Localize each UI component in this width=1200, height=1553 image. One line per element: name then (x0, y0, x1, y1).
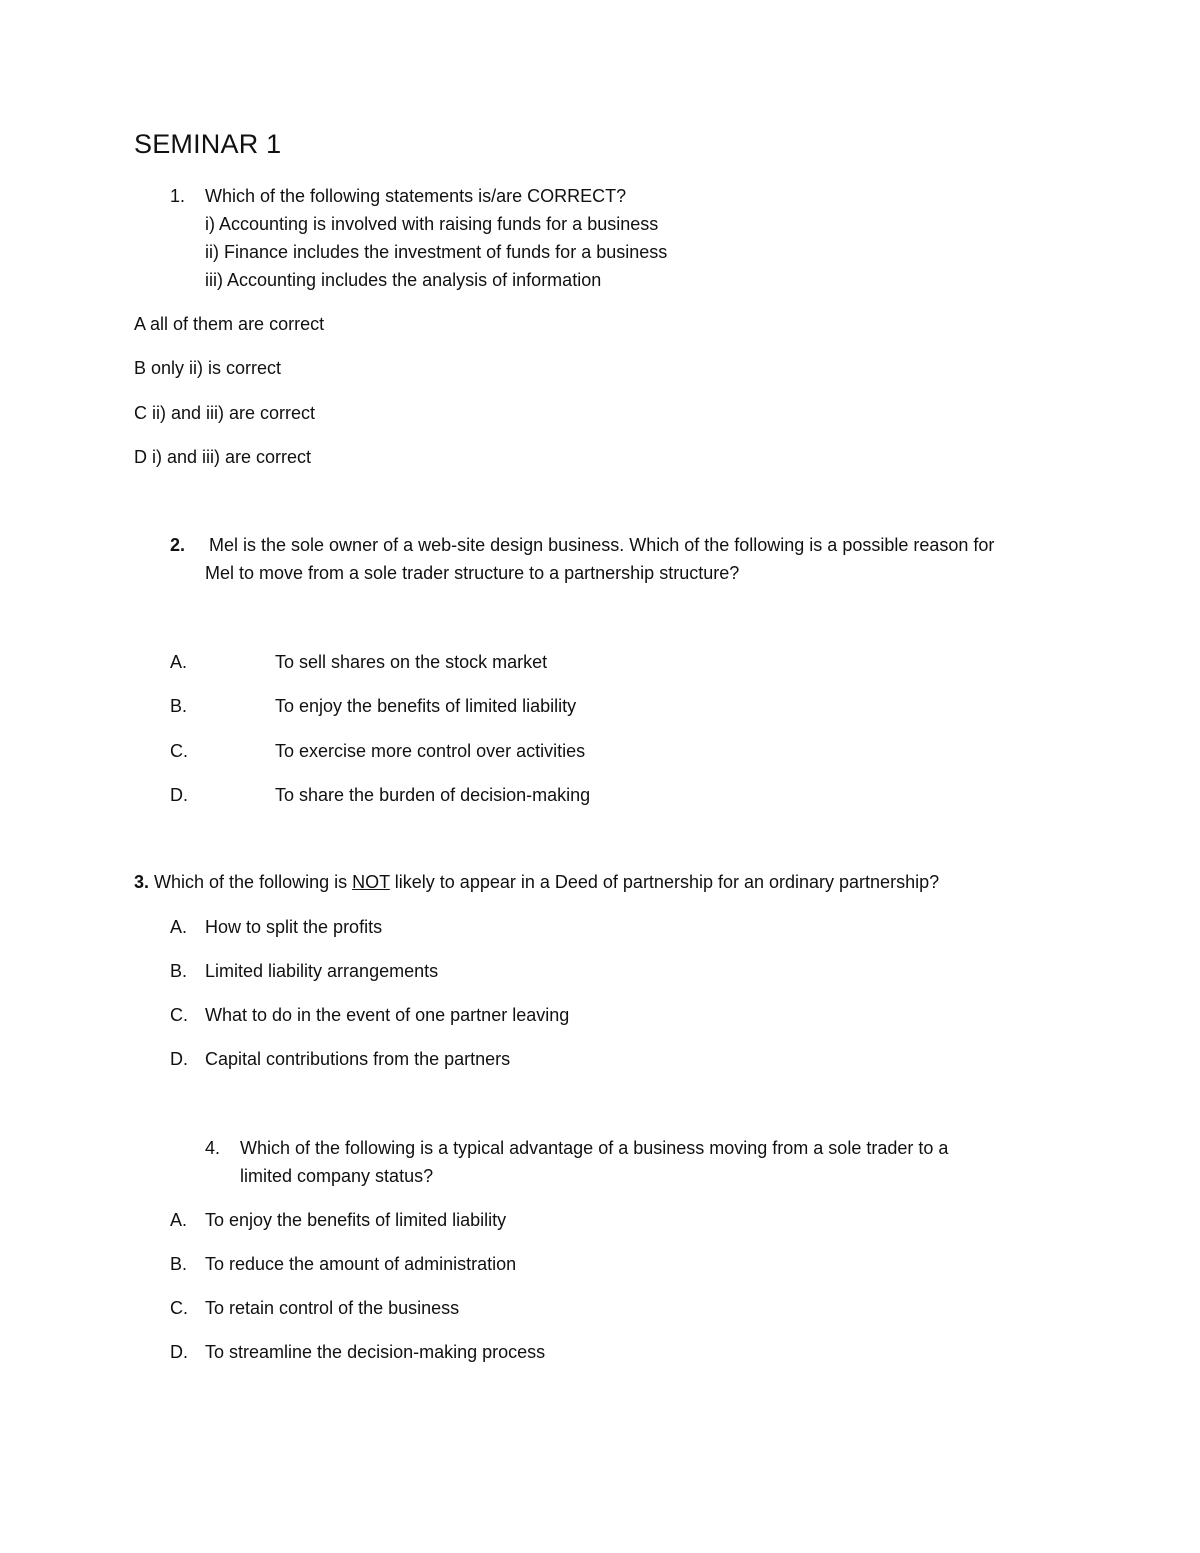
q4-option-b-text: To reduce the amount of administration (205, 1254, 517, 1274)
q3-option-a-letter: A. (170, 917, 188, 937)
q3-text-after: likely to appear in a Deed of partnership for an ordinary partnership? (389, 872, 940, 892)
q2-option-d-letter: D. (170, 785, 188, 805)
q4-option-a-text: To enjoy the benefits of limited liability (205, 1210, 507, 1230)
q2-option-b-letter: B. (170, 696, 188, 716)
q1-statement: iii) Accounting includes the analysis of information (205, 270, 602, 290)
q3-option-c-letter: C. (170, 1005, 188, 1025)
q2-option-a-text: To sell shares on the stock market (275, 652, 548, 672)
q4-option-c-text: To retain control of the business (205, 1298, 460, 1318)
q3-text-before: Which of the following is (149, 872, 353, 892)
q4-option-c-letter: C. (170, 1298, 188, 1318)
q4-option-d-letter: D. (170, 1342, 188, 1362)
q3-option-c-text: What to do in the event of one partner leaving (205, 1005, 570, 1025)
q3-text-underlined: NOT (352, 872, 390, 892)
q2-option-a-letter: A. (170, 652, 188, 672)
q2-text-line1: Mel is the sole owner of a web-site design business. Which of the following is a possible reason for (209, 535, 995, 555)
q3-number: 3. (134, 872, 150, 892)
q2-number: 2. (170, 535, 186, 555)
q1-option-d: D i) and iii) are correct (134, 447, 312, 467)
q4-option-a-letter: A. (170, 1210, 188, 1230)
q1-text: Which of the following statements is/are CORRECT? (205, 186, 627, 206)
q3-option-b-text: Limited liability arrangements (205, 961, 439, 981)
q1-option-b: B only ii) is correct (134, 358, 282, 378)
q2-option-d-text: To share the burden of decision-making (275, 785, 591, 805)
q4-text-line2: limited company status? (240, 1166, 434, 1186)
q3-option-a-text: How to split the profits (205, 917, 383, 937)
q1-number: 1. (170, 186, 186, 206)
q3-question (134, 871, 939, 893)
q2-option-b-text: To enjoy the benefits of limited liability (275, 696, 577, 716)
q4-text-line1: Which of the following is a typical advantage of a business moving from a sole trader to a (240, 1138, 949, 1158)
q1-option-c: C ii) and iii) are correct (134, 403, 316, 423)
q4-number: 4. (205, 1138, 221, 1158)
q1-option-a: A all of them are correct (134, 314, 325, 334)
q3-option-d-text: Capital contributions from the partners (205, 1049, 511, 1069)
q1-statement: i) Accounting is involved with raising funds for a business (205, 214, 659, 234)
page-title: SEMINAR 1 (134, 129, 282, 159)
q4-option-b-letter: B. (170, 1254, 188, 1274)
q2-option-c-text: To exercise more control over activities (275, 741, 586, 761)
q2-text-line2: Mel to move from a sole trader structure to a partnership structure? (205, 563, 740, 583)
q3-option-d-letter: D. (170, 1049, 188, 1069)
q4-option-d-text: To streamline the decision-making process (205, 1342, 546, 1362)
q1-statement: ii) Finance includes the investment of funds for a business (205, 242, 668, 262)
q2-option-c-letter: C. (170, 741, 188, 761)
q3-option-b-letter: B. (170, 961, 188, 981)
